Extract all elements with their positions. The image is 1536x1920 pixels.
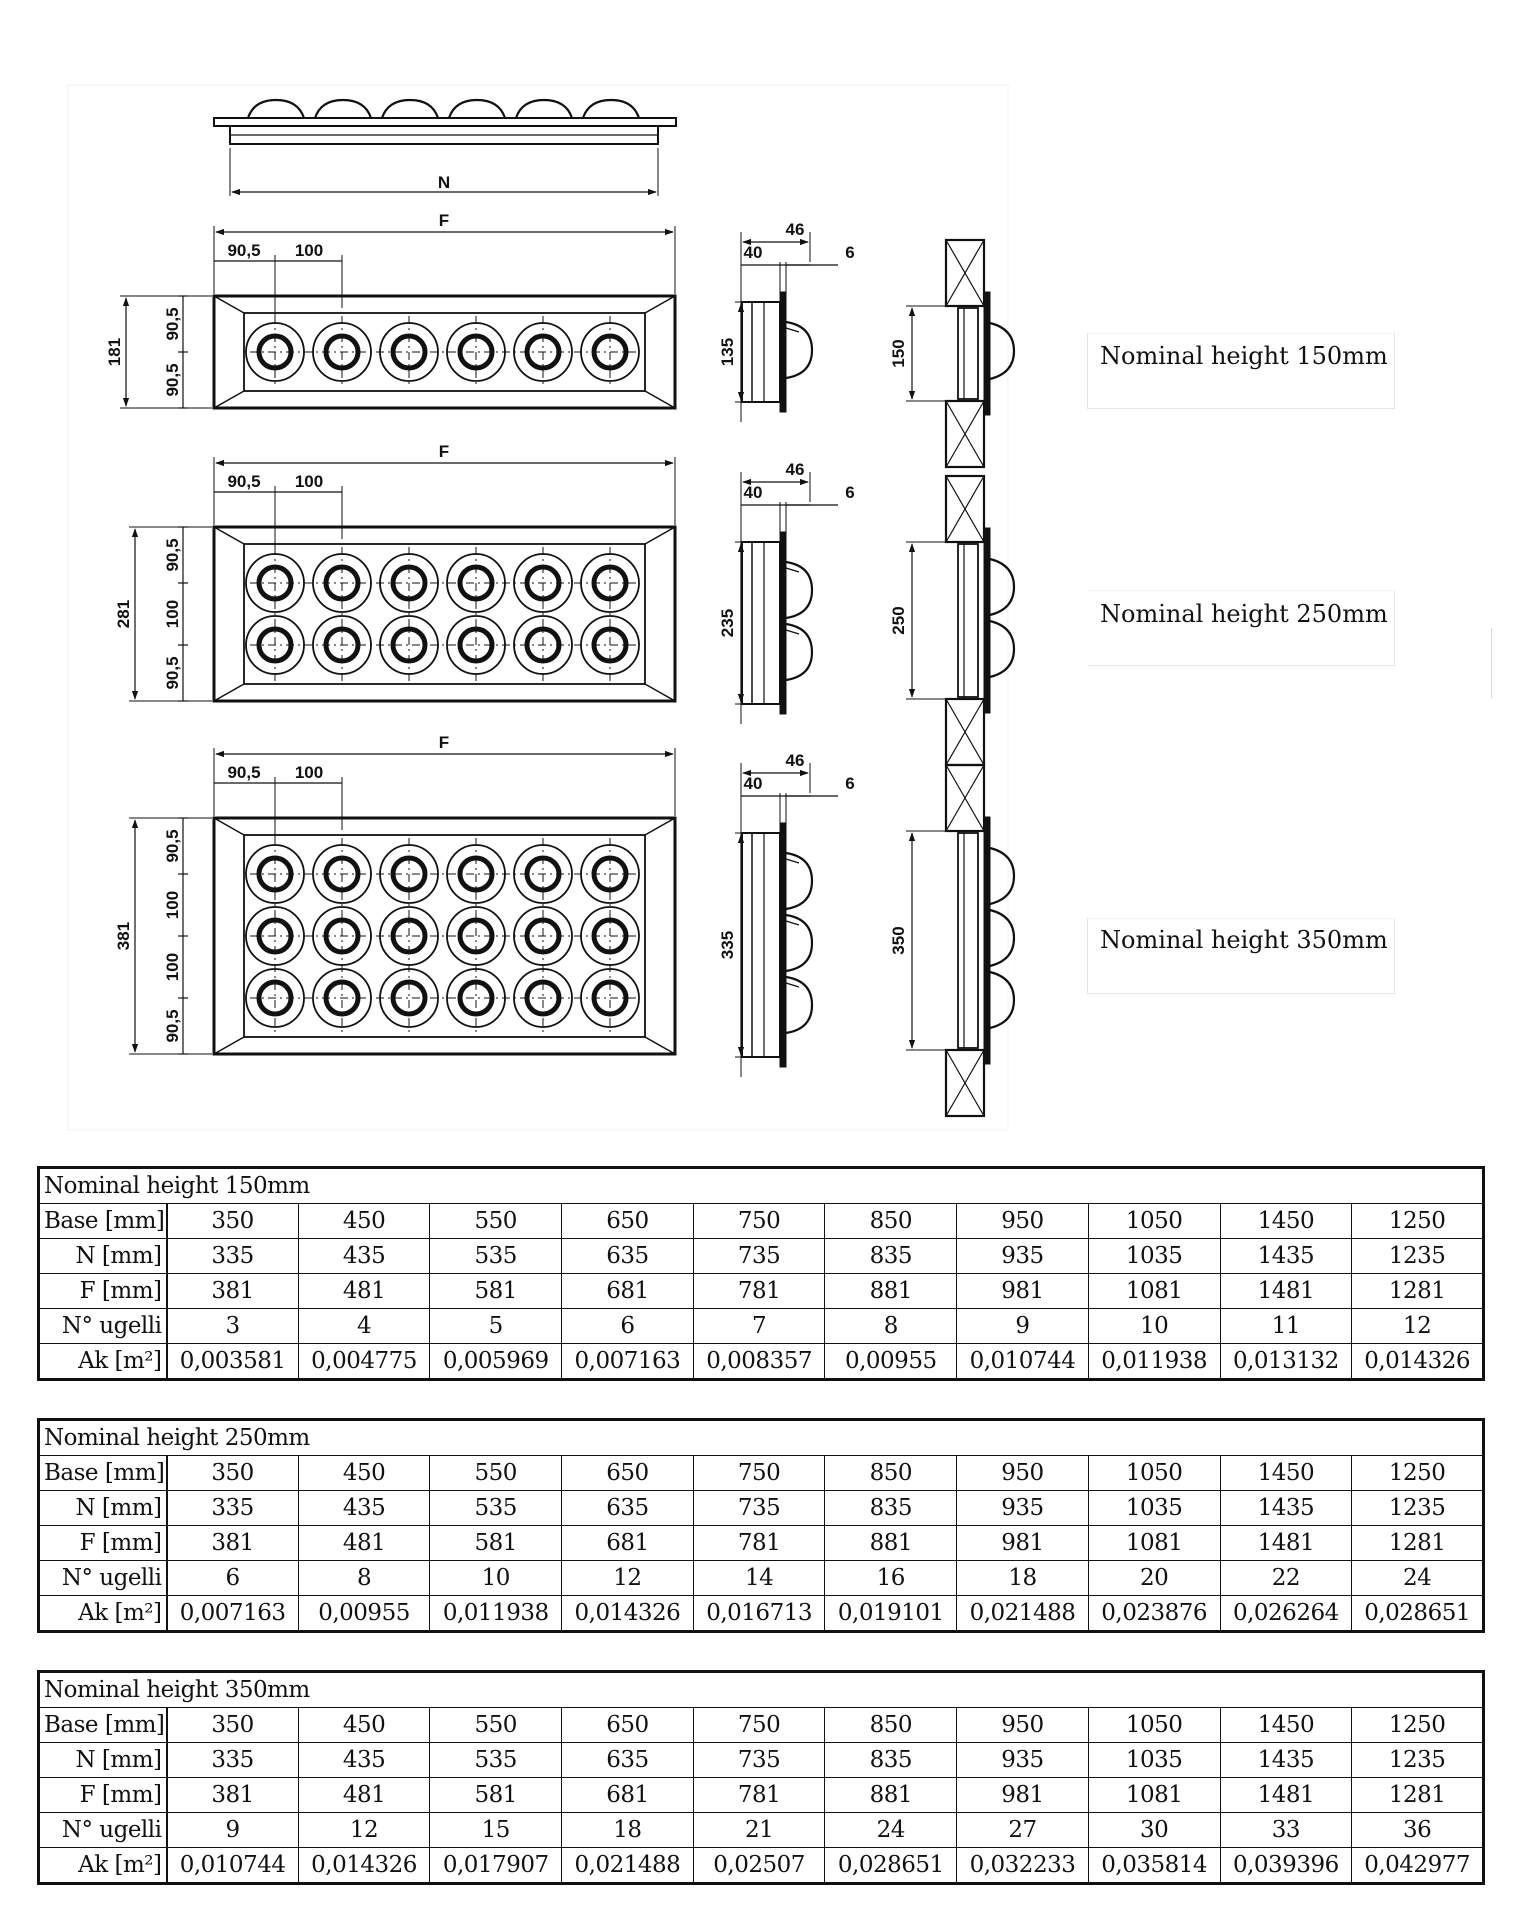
- table-cell: 650: [562, 1456, 694, 1491]
- row-label: N [mm]: [39, 1743, 167, 1778]
- table-row: [39, 1491, 1484, 1526]
- table-cell: 36: [1352, 1813, 1484, 1848]
- frame-bevel: [214, 1037, 244, 1054]
- dimension-label-depth-body: 40: [743, 774, 763, 793]
- row-label: N° ugelli: [39, 1309, 167, 1344]
- table-cell: 1050: [1088, 1204, 1220, 1239]
- side-flange: [780, 532, 786, 714]
- nominal-label-350: Nominal height 350mm: [1100, 926, 1388, 954]
- table-cell: 0,023876: [1088, 1596, 1220, 1632]
- table-row: [39, 1309, 1484, 1344]
- row-label: N [mm]: [39, 1239, 167, 1274]
- frame-bevel: [645, 818, 675, 835]
- installation-view-3: [889, 765, 1014, 1116]
- table-cell: 535: [430, 1239, 562, 1274]
- table-row: [39, 1344, 1484, 1380]
- table-cell: 9: [957, 1309, 1089, 1344]
- row-label: Ak [m²]: [39, 1596, 167, 1632]
- table-cell: 24: [825, 1813, 957, 1848]
- table-cell: 450: [298, 1708, 430, 1743]
- table-cell: 681: [562, 1274, 694, 1309]
- dimension-label-nominal-height: 250: [889, 606, 908, 635]
- dimension-label-vertical: 90,5: [163, 656, 182, 690]
- dimension-label-F: F: [438, 442, 450, 461]
- top-nozzle-dome: [248, 100, 304, 118]
- table-cell: 681: [562, 1526, 694, 1561]
- table-cell: 781: [693, 1526, 825, 1561]
- row-label: N° ugelli: [39, 1561, 167, 1596]
- side-nozzle-line: [786, 983, 799, 987]
- dimension-label-vertical: 90,5: [163, 1009, 182, 1043]
- table-cell: 1481: [1220, 1526, 1352, 1561]
- table-cell: 14: [693, 1561, 825, 1596]
- table-cell: 481: [298, 1778, 430, 1813]
- dimension-label-margin: 90,5: [227, 763, 261, 782]
- dimension-label-flange: 6: [845, 243, 855, 262]
- dimension-label-flange: 6: [845, 774, 855, 793]
- side-nozzle-line: [786, 328, 799, 332]
- table-cell: 12: [298, 1813, 430, 1848]
- frame-outer: [214, 527, 675, 701]
- table-cell: 0,028651: [1352, 1596, 1484, 1632]
- row-label: F [mm]: [39, 1526, 167, 1561]
- dimension-label-depth-total: 46: [785, 751, 805, 770]
- side-nozzle-dome: [786, 853, 812, 909]
- table-cell: 27: [957, 1813, 1089, 1848]
- top-nozzle-dome: [382, 100, 438, 118]
- table-cell: 635: [562, 1743, 694, 1778]
- table-cell: 981: [957, 1778, 1089, 1813]
- table-cell: 0,010744: [167, 1848, 299, 1884]
- dimension-table-250: [37, 1418, 1485, 1633]
- table-cell: 350: [167, 1708, 299, 1743]
- table-cell: 18: [957, 1561, 1089, 1596]
- dimension-label-depth-total: 46: [785, 460, 805, 479]
- installed-nozzle-dome: [990, 848, 1014, 904]
- table-cell: 24: [1352, 1561, 1484, 1596]
- table-cell: 350: [167, 1456, 299, 1491]
- table-cell: 535: [430, 1743, 562, 1778]
- top-view: [214, 100, 676, 196]
- table-cell: 15: [430, 1813, 562, 1848]
- side-nozzle-dome: [786, 624, 812, 680]
- dimension-label-depth-total: 46: [785, 220, 805, 239]
- dimension-label-side-height: 235: [718, 608, 737, 638]
- table-row: [39, 1204, 1484, 1239]
- dimension-label-vertical: 90,5: [163, 363, 182, 397]
- installed-nozzle-dome: [990, 621, 1014, 677]
- table-cell: 750: [693, 1456, 825, 1491]
- installed-nozzle-dome: [990, 323, 1014, 379]
- table-cell: 681: [562, 1778, 694, 1813]
- table-cell: 0,026264: [1220, 1596, 1352, 1632]
- table-cell: 550: [430, 1456, 562, 1491]
- table-row: [39, 1274, 1484, 1309]
- table-cell: 0,017907: [430, 1848, 562, 1884]
- frame-bevel: [214, 391, 244, 408]
- front-views: [105, 211, 675, 1054]
- table-cell: 0,010744: [957, 1344, 1089, 1380]
- table-cell: 0,042977: [1352, 1848, 1484, 1884]
- row-label: F [mm]: [39, 1778, 167, 1813]
- table-cell: 0,011938: [1088, 1344, 1220, 1380]
- table-cell: 981: [957, 1526, 1089, 1561]
- table-cell: 835: [825, 1239, 957, 1274]
- table-cell: 7: [693, 1309, 825, 1344]
- row-label: N [mm]: [39, 1491, 167, 1526]
- table-cell: 1281: [1352, 1274, 1484, 1309]
- front-view-3: [114, 733, 675, 1054]
- table-cell: 335: [167, 1239, 299, 1274]
- table-cell: 0,007163: [562, 1344, 694, 1380]
- table-cell: 1050: [1088, 1708, 1220, 1743]
- dimension-label-pitch: 100: [294, 763, 324, 782]
- table-cell: 0,004775: [298, 1344, 430, 1380]
- side-views: [718, 220, 855, 1077]
- installed-flange: [984, 817, 990, 1064]
- row-label: Base [mm]: [39, 1204, 167, 1239]
- table-cell: 335: [167, 1491, 299, 1526]
- row-label: Base [mm]: [39, 1708, 167, 1743]
- table-cell: 435: [298, 1743, 430, 1778]
- dimension-label-depth-body: 40: [743, 483, 763, 502]
- side-nozzle-dome: [786, 562, 812, 618]
- table-title-row: [39, 1420, 1484, 1456]
- table-cell: 10: [1088, 1309, 1220, 1344]
- table-cell: 750: [693, 1204, 825, 1239]
- table-cell: 750: [693, 1708, 825, 1743]
- dimension-label-nominal-height: 150: [889, 339, 908, 368]
- installation-views: [889, 240, 1014, 1116]
- table-row: [39, 1526, 1484, 1561]
- table-cell: 3: [167, 1309, 299, 1344]
- table-cell: 535: [430, 1491, 562, 1526]
- table-cell: 435: [298, 1239, 430, 1274]
- table-cell: 450: [298, 1204, 430, 1239]
- table-cell: 581: [430, 1274, 562, 1309]
- table-cell: 0,00955: [825, 1344, 957, 1380]
- table-cell: 835: [825, 1743, 957, 1778]
- table-cell: 1235: [1352, 1239, 1484, 1274]
- side-nozzle-dome: [786, 977, 812, 1033]
- table-cell: 381: [167, 1274, 299, 1309]
- top-flange: [214, 118, 676, 126]
- table-cell: 16: [825, 1561, 957, 1596]
- table-cell: 881: [825, 1526, 957, 1561]
- dimension-label-depth-body: 40: [743, 243, 763, 262]
- table-cell: 20: [1088, 1561, 1220, 1596]
- table-cell: 1435: [1220, 1743, 1352, 1778]
- table-cell: 0,039396: [1220, 1848, 1352, 1884]
- table-row: [39, 1239, 1484, 1274]
- table-cell: 33: [1220, 1813, 1352, 1848]
- table-cell: 935: [957, 1743, 1089, 1778]
- table-cell: 0,011938: [430, 1596, 562, 1632]
- table-cell: 981: [957, 1274, 1089, 1309]
- divider-line: [1491, 628, 1492, 698]
- side-view-2: [718, 460, 855, 724]
- table-cell: 1035: [1088, 1743, 1220, 1778]
- table-cell: 435: [298, 1491, 430, 1526]
- row-label: N° ugelli: [39, 1813, 167, 1848]
- table-cell: 735: [693, 1491, 825, 1526]
- table-cell: 0,014326: [1352, 1344, 1484, 1380]
- front-view-1: [105, 211, 675, 408]
- row-label: Ak [m²]: [39, 1344, 167, 1380]
- table-cell: 850: [825, 1708, 957, 1743]
- table-cell: 1435: [1220, 1239, 1352, 1274]
- table-cell: 881: [825, 1778, 957, 1813]
- side-nozzle-line: [786, 921, 799, 925]
- frame-bevel: [645, 684, 675, 701]
- table-cell: 1081: [1088, 1778, 1220, 1813]
- installed-nozzle-dome: [990, 910, 1014, 966]
- table-cell: 835: [825, 1491, 957, 1526]
- table-cell: 635: [562, 1491, 694, 1526]
- table-row: [39, 1596, 1484, 1632]
- table-cell: 9: [167, 1813, 299, 1848]
- nominal-label-150: Nominal height 150mm: [1100, 342, 1388, 370]
- frame-bevel: [214, 818, 244, 835]
- table-cell: 1435: [1220, 1491, 1352, 1526]
- table-row: [39, 1778, 1484, 1813]
- table-row: [39, 1813, 1484, 1848]
- table-cell: 0,00955: [298, 1596, 430, 1632]
- table-row: [39, 1456, 1484, 1491]
- side-nozzle-line: [786, 630, 799, 634]
- table-cell: 1235: [1352, 1743, 1484, 1778]
- frame-bevel: [214, 527, 244, 544]
- top-nozzle-dome: [449, 100, 505, 118]
- table-cell: 0,021488: [957, 1596, 1089, 1632]
- frame-inner: [244, 544, 645, 684]
- table-cell: 1050: [1088, 1456, 1220, 1491]
- side-nozzle-line: [786, 568, 799, 572]
- table-cell: 781: [693, 1778, 825, 1813]
- table-cell: 1250: [1352, 1708, 1484, 1743]
- nominal-label-250: Nominal height 250mm: [1100, 600, 1388, 628]
- table-cell: 22: [1220, 1561, 1352, 1596]
- frame-bevel: [645, 391, 675, 408]
- installed-nozzle-dome: [990, 972, 1014, 1028]
- table-row: [39, 1743, 1484, 1778]
- table-cell: 0,028651: [825, 1848, 957, 1884]
- table-cell: 1081: [1088, 1274, 1220, 1309]
- table-title: Nominal height 250mm: [39, 1420, 1484, 1456]
- table-cell: 935: [957, 1239, 1089, 1274]
- top-nozzle-dome: [516, 100, 572, 118]
- table-cell: 1250: [1352, 1204, 1484, 1239]
- frame-bevel: [214, 684, 244, 701]
- side-body: [742, 302, 780, 402]
- table-cell: 1281: [1352, 1778, 1484, 1813]
- table-cell: 950: [957, 1456, 1089, 1491]
- dimension-label-F: F: [438, 211, 450, 230]
- table-cell: 381: [167, 1526, 299, 1561]
- table-cell: 935: [957, 1491, 1089, 1526]
- table-row: [39, 1708, 1484, 1743]
- table-cell: 1281: [1352, 1526, 1484, 1561]
- dimension-label-N: N: [437, 173, 451, 192]
- dimension-label-vertical: 100: [163, 890, 182, 920]
- installed-body: [958, 833, 978, 1048]
- table-cell: 781: [693, 1274, 825, 1309]
- table-cell: 650: [562, 1204, 694, 1239]
- dimension-label-F: F: [438, 733, 450, 752]
- table-cell: 0,032233: [957, 1848, 1089, 1884]
- side-body: [742, 542, 780, 704]
- side-nozzle-dome: [786, 322, 812, 378]
- dimension-label-margin: 90,5: [227, 472, 261, 491]
- table-cell: 1235: [1352, 1491, 1484, 1526]
- table-cell: 550: [430, 1204, 562, 1239]
- table-cell: 0,005969: [430, 1344, 562, 1380]
- table-cell: 11: [1220, 1309, 1352, 1344]
- dimension-table-350: [37, 1670, 1485, 1885]
- dimension-label-height: 381: [114, 921, 133, 951]
- table-title: Nominal height 350mm: [39, 1672, 1484, 1708]
- dimension-label-flange: 6: [845, 483, 855, 502]
- table-cell: 735: [693, 1743, 825, 1778]
- table-cell: 0,021488: [562, 1848, 694, 1884]
- table-cell: 0,014326: [562, 1596, 694, 1632]
- table-cell: 1481: [1220, 1274, 1352, 1309]
- table-cell: 481: [298, 1274, 430, 1309]
- table-cell: 10: [430, 1561, 562, 1596]
- side-view-3: [718, 751, 855, 1077]
- table-cell: 735: [693, 1239, 825, 1274]
- front-view-2: [114, 442, 675, 701]
- dimension-label-side-height: 335: [718, 930, 737, 960]
- table-cell: 581: [430, 1526, 562, 1561]
- row-label: F [mm]: [39, 1274, 167, 1309]
- table-cell: 481: [298, 1526, 430, 1561]
- frame-bevel: [645, 527, 675, 544]
- table-cell: 0,013132: [1220, 1344, 1352, 1380]
- table-cell: 950: [957, 1708, 1089, 1743]
- row-label: Base [mm]: [39, 1456, 167, 1491]
- table-cell: 0,003581: [167, 1344, 299, 1380]
- table-cell: 1450: [1220, 1708, 1352, 1743]
- installed-nozzle-dome: [990, 559, 1014, 615]
- dimension-label-height: 281: [114, 599, 133, 629]
- table-cell: 1250: [1352, 1456, 1484, 1491]
- table-cell: 450: [298, 1456, 430, 1491]
- dimension-table-150: [37, 1166, 1485, 1381]
- table-cell: 12: [1352, 1309, 1484, 1344]
- table-cell: 6: [562, 1309, 694, 1344]
- dimension-label-vertical: 90,5: [163, 829, 182, 863]
- frame-bevel: [645, 296, 675, 313]
- table-cell: 1450: [1220, 1456, 1352, 1491]
- table-cell: 850: [825, 1204, 957, 1239]
- row-label: Ak [m²]: [39, 1848, 167, 1884]
- dimension-label-pitch: 100: [294, 241, 324, 260]
- table-cell: 635: [562, 1239, 694, 1274]
- table-cell: 0,02507: [693, 1848, 825, 1884]
- table-cell: 881: [825, 1274, 957, 1309]
- installed-flange: [984, 292, 990, 415]
- table-cell: 12: [562, 1561, 694, 1596]
- table-cell: 0,008357: [693, 1344, 825, 1380]
- dimension-label-side-height: 135: [718, 337, 737, 367]
- installed-flange: [984, 528, 990, 713]
- table-cell: 1035: [1088, 1239, 1220, 1274]
- table-cell: 8: [298, 1561, 430, 1596]
- table-title-row: [39, 1168, 1484, 1204]
- side-nozzle-line: [786, 859, 799, 863]
- table-cell: 8: [825, 1309, 957, 1344]
- table-cell: 1035: [1088, 1491, 1220, 1526]
- table-cell: 350: [167, 1204, 299, 1239]
- top-nozzle-dome: [315, 100, 371, 118]
- table-cell: 4: [298, 1309, 430, 1344]
- table-cell: 335: [167, 1743, 299, 1778]
- table-cell: 30: [1088, 1813, 1220, 1848]
- installation-view-1: [889, 240, 1014, 467]
- table-cell: 950: [957, 1204, 1089, 1239]
- table-cell: 1450: [1220, 1204, 1352, 1239]
- table-cell: 6: [167, 1561, 299, 1596]
- table-row: [39, 1848, 1484, 1884]
- table-cell: 0,014326: [298, 1848, 430, 1884]
- table-cell: 1081: [1088, 1526, 1220, 1561]
- table-cell: 1481: [1220, 1778, 1352, 1813]
- table-cell: 0,016713: [693, 1596, 825, 1632]
- side-body: [742, 833, 780, 1057]
- dimension-label-vertical: 100: [163, 952, 182, 982]
- top-nozzle-dome: [583, 100, 639, 118]
- dimension-label-margin: 90,5: [227, 241, 261, 260]
- dimension-label-pitch: 100: [294, 472, 324, 491]
- table-cell: 850: [825, 1456, 957, 1491]
- table-cell: 5: [430, 1309, 562, 1344]
- table-cell: 381: [167, 1778, 299, 1813]
- frame-bevel: [214, 296, 244, 313]
- table-cell: 21: [693, 1813, 825, 1848]
- table-cell: 550: [430, 1708, 562, 1743]
- table-row: [39, 1561, 1484, 1596]
- frame-bevel: [645, 1037, 675, 1054]
- table-cell: 18: [562, 1813, 694, 1848]
- table-cell: 0,007163: [167, 1596, 299, 1632]
- side-view-1: [718, 220, 855, 422]
- side-flange: [780, 823, 786, 1067]
- side-nozzle-dome: [786, 915, 812, 971]
- table-title-row: [39, 1672, 1484, 1708]
- dimension-label-nominal-height: 350: [889, 926, 908, 955]
- table-title: Nominal height 150mm: [39, 1168, 1484, 1204]
- dimension-label-vertical: 90,5: [163, 538, 182, 572]
- side-flange: [780, 292, 786, 412]
- installation-view-2: [889, 476, 1014, 765]
- dimension-label-vertical: 90,5: [163, 307, 182, 341]
- table-cell: 0,035814: [1088, 1848, 1220, 1884]
- installed-body: [958, 308, 978, 399]
- table-cell: 581: [430, 1778, 562, 1813]
- installed-body: [958, 544, 978, 697]
- table-cell: 0,019101: [825, 1596, 957, 1632]
- table-cell: 650: [562, 1708, 694, 1743]
- dimension-label-height: 181: [105, 337, 124, 367]
- dimension-label-vertical: 100: [163, 599, 182, 629]
